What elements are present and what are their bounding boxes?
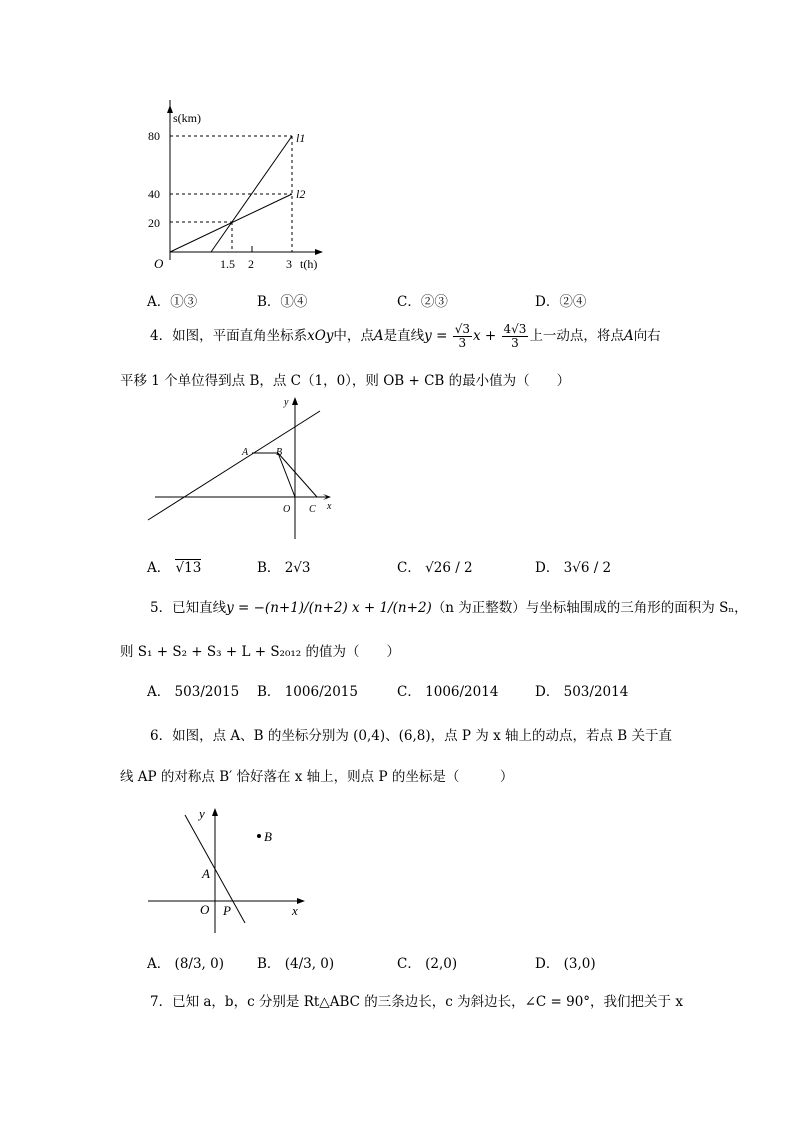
q7-number: 7． (150, 994, 173, 1010)
q3-option-a-letter: A． (147, 294, 171, 310)
q5-option-b-text: 1006/2015 (284, 684, 358, 700)
q4-mid2: 是直线 (383, 328, 425, 344)
q6-option-d (535, 952, 596, 972)
q4-intro: 如图，平面直角坐标系 (172, 328, 308, 344)
fig-label-x: x (292, 903, 298, 918)
q4-pointA: A (373, 328, 384, 344)
fig-label-O: O (200, 902, 210, 917)
q7-stem-line1 (150, 990, 683, 1010)
y-tick-20: 20 (148, 216, 160, 230)
q4-option-a-letter: A． (147, 560, 171, 576)
q3-option-a-text: ①③ (170, 294, 198, 310)
q6-option-a-text: (8/3, 0) (174, 956, 224, 972)
fig-label-O: O (283, 504, 291, 515)
q5-intro: 已知直线 (172, 600, 227, 616)
q5-option-b-letter: B． (257, 684, 281, 700)
line-through-A (148, 411, 320, 520)
q6-option-c-text: (2,0) (425, 956, 458, 972)
q6-option-a-letter: A． (147, 956, 171, 972)
x-tick-1-5: 1.5 (220, 257, 235, 271)
q4-option-c-text: √26 / 2 (425, 560, 473, 576)
x-tick-2: 2 (248, 257, 254, 271)
x-axis-label: t(h) (300, 257, 318, 271)
q5-option-a (147, 680, 239, 700)
q4-eq-y: y (424, 328, 432, 344)
q4-figure (145, 393, 345, 543)
q5-option-d-text: 503/2014 (563, 684, 629, 700)
q4-eq-eq: = (431, 328, 452, 344)
fig-label-A: A (242, 447, 249, 458)
q5-number: 5． (150, 600, 173, 616)
fig-label-P: P (223, 903, 231, 918)
q4-mid1: 中，点 (333, 328, 374, 344)
q5-option-a-text: 503/2015 (174, 684, 240, 700)
q3-option-b-text: ①④ (280, 294, 308, 310)
q4-frac2-den: 3 (511, 336, 519, 350)
q3-option-d-text: ②④ (559, 294, 587, 310)
q6-number: 6． (150, 728, 173, 744)
q3-option-d-letter: D． (535, 294, 560, 310)
q4-eq-x: x (472, 328, 481, 344)
q5-equation: y = −(n+1)/(n+2) x + 1/(n+2) (226, 600, 432, 616)
q4-option-d-text: 3√6 / 2 (563, 560, 612, 576)
q4-option-c (397, 556, 473, 576)
q4-eq-plus: + (480, 328, 501, 344)
fig-label-C: C (309, 504, 316, 515)
q4-frac2 (502, 323, 529, 350)
q6-stem-line2: 线 AP 的对称点 B′ 恰好落在 x 轴上，则点 P 的坐标是（ ） (120, 769, 514, 785)
x-tick-3: 3 (286, 257, 292, 271)
q4-frac2-num: 4√3 (503, 321, 527, 336)
origin-label: O (154, 256, 164, 271)
fig-label-y: y (284, 397, 289, 408)
fig-label-y: y (199, 806, 205, 821)
label-l1: l1 (296, 131, 306, 145)
segment-OB (278, 453, 295, 497)
q4-stem-line1 (150, 322, 661, 350)
q5-option-c-letter: C． (397, 684, 421, 700)
q4-stem-line2: 平移 1 个单位得到点 B，点 C（1，0），则 OB + CB 的最小值为（ ） (120, 373, 571, 389)
q3-option-b-letter: B． (257, 294, 281, 310)
q4-option-c-letter: C． (397, 560, 421, 576)
q4-pointA-2: A (623, 328, 634, 344)
point-B (257, 834, 261, 838)
y-tick-80: 80 (148, 129, 160, 143)
q3-option-c-text: ②③ (420, 294, 448, 310)
q4-frac1-den: 3 (458, 336, 467, 350)
q4-number: 4． (150, 328, 173, 344)
q5-stem-line1 (150, 596, 748, 616)
q6-option-b (257, 952, 334, 972)
q3-option-c-letter: C． (397, 294, 421, 310)
q4-option-b-text: 2√3 (284, 560, 311, 576)
fig-label-B: B (264, 829, 272, 844)
q6-figure (145, 803, 315, 938)
y-tick-40: 40 (148, 187, 160, 201)
fig-label-A: A (202, 866, 210, 881)
q6-stem-line1 (150, 724, 672, 744)
q4-tail1: 上一动点，将点 (529, 328, 624, 344)
q5-option-d (535, 680, 628, 700)
q3-distance-time-graph (140, 100, 340, 275)
q6-option-b-text: (4/3, 0) (284, 956, 335, 972)
q6-option-d-text: (3,0) (563, 956, 596, 972)
fig-label-B: B (276, 447, 283, 458)
q5-option-b (257, 680, 358, 700)
q5-option-c-text: 1006/2014 (425, 684, 499, 700)
q6-option-b-letter: B． (257, 956, 281, 972)
q4-tail2: 向右 (633, 328, 661, 344)
q6-line1: 如图，点 A、B 的坐标分别为 (0,4)、(6,8)，点 P 为 x 轴上的动点，若点 B 关于直 (172, 728, 673, 744)
label-l2: l2 (296, 187, 306, 201)
q4-option-d-letter: D． (535, 560, 560, 576)
q5-option-c (397, 680, 498, 700)
y-axis-label: s(km) (173, 111, 201, 125)
q4-sys: xOy (307, 328, 334, 344)
q5-condition: （n 为正整数）与坐标轴围成的三角形的面积为 Sₙ， (431, 600, 748, 616)
q6-option-c-letter: C． (397, 956, 421, 972)
segment-CB (278, 453, 317, 497)
q5-option-d-letter: D． (535, 684, 560, 700)
q4-option-b-letter: B． (257, 560, 281, 576)
q7-line1: 已知 a，b，c 分别是 Rt△ABC 的三条边长，c 为斜边长，∠C = 90°，我们把关于 x (172, 994, 683, 1010)
q5-option-a-letter: A． (147, 684, 171, 700)
line-l2 (170, 194, 292, 252)
q4-frac1-num: √3 (454, 321, 470, 336)
q4-frac1 (453, 323, 472, 350)
q6-option-a (147, 952, 224, 972)
q4-option-a-text: √13 (175, 560, 202, 576)
q5-stem-line2: 则 S₁ + S₂ + S₃ + L + S₂₀₁₂ 的值为（ ） (120, 644, 400, 660)
q4-option-b (257, 556, 311, 576)
q6-option-d-letter: D． (535, 956, 560, 972)
fig-label-x: x (327, 501, 332, 512)
q6-option-c (397, 952, 457, 972)
q4-option-a (147, 556, 201, 576)
q4-option-d (535, 556, 611, 576)
